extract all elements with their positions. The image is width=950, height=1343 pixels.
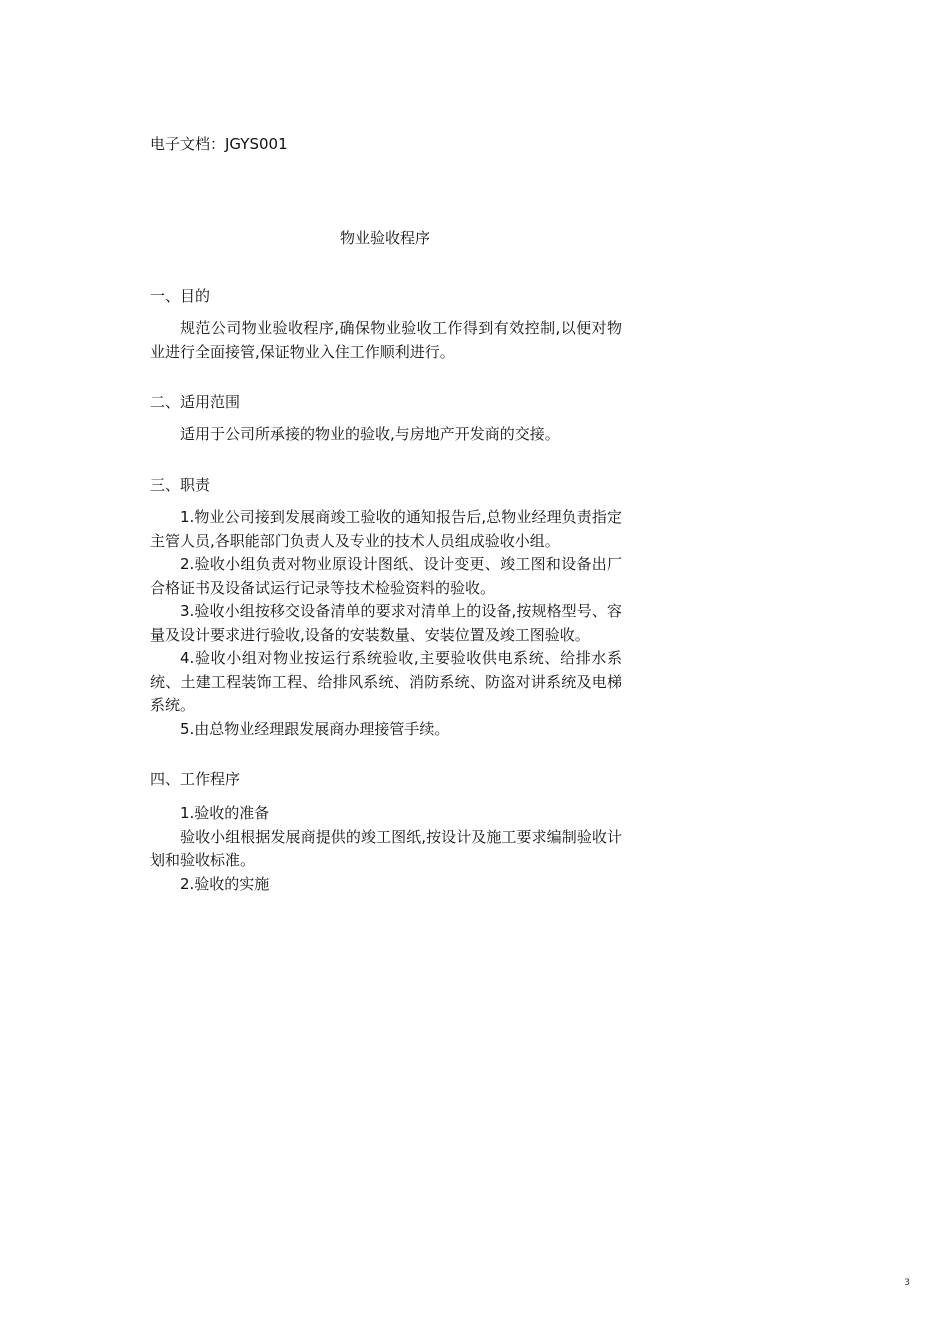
page-number: 3 [904,1278,910,1288]
paragraph: 1.物业公司接到发展商竣工验收的通知报告后,总物业经理负责指定主管人员,各职能部门负责人及专业的技术人员组成验收小组。 [150,508,622,550]
section-heading-purpose: 一、目的 [150,287,211,305]
paragraph: 5.由总物业经理跟发展商办理接管手续。 [180,719,450,738]
paragraph: 验收小组根据发展商提供的竣工图纸,按设计及施工要求编制验收计划和验收标准。 [150,827,622,869]
section-body-purpose [150,317,622,364]
section-body-procedure [150,802,622,896]
section-body-scope [150,423,622,447]
document-id: 电子文档：JGYS001 [150,135,288,153]
paragraph: 4.验收小组对物业按运行系统验收,主要验收供电系统、给排水系统、土建工程装饰工程、给排风系统、消防系统、防盗对讲系统及电梯系统。 [150,649,622,714]
paragraph: 2.验收小组负责对物业原设计图纸、设计变更、竣工图和设备出厂合格证书及设备试运行记录等技术检验资料的验收。 [150,555,622,597]
section-heading-scope: 二、适用范围 [150,393,241,411]
section-body-responsibilities [150,506,622,741]
paragraph: 适用于公司所承接的物业的验收,与房地产开发商的交接。 [180,425,560,443]
paragraph: 2.验收的实施 [180,874,270,893]
section-heading-responsibilities: 三、职责 [150,476,211,494]
paragraph: 1.验收的准备 [180,804,270,822]
document-title: 物业验收程序 [339,229,430,247]
paragraph: 规范公司物业验收程序,确保物业验收工作得到有效控制,以便对物业进行全面接管,保证物业入住工作顺利进行。 [150,319,622,361]
paragraph: 3.验收小组按移交设备清单的要求对清单上的设备,按规格型号、容量及设计要求进行验收,设备的安装数量、安装位置及竣工图验收。 [150,602,622,644]
section-heading-procedure: 四、工作程序 [150,770,241,788]
